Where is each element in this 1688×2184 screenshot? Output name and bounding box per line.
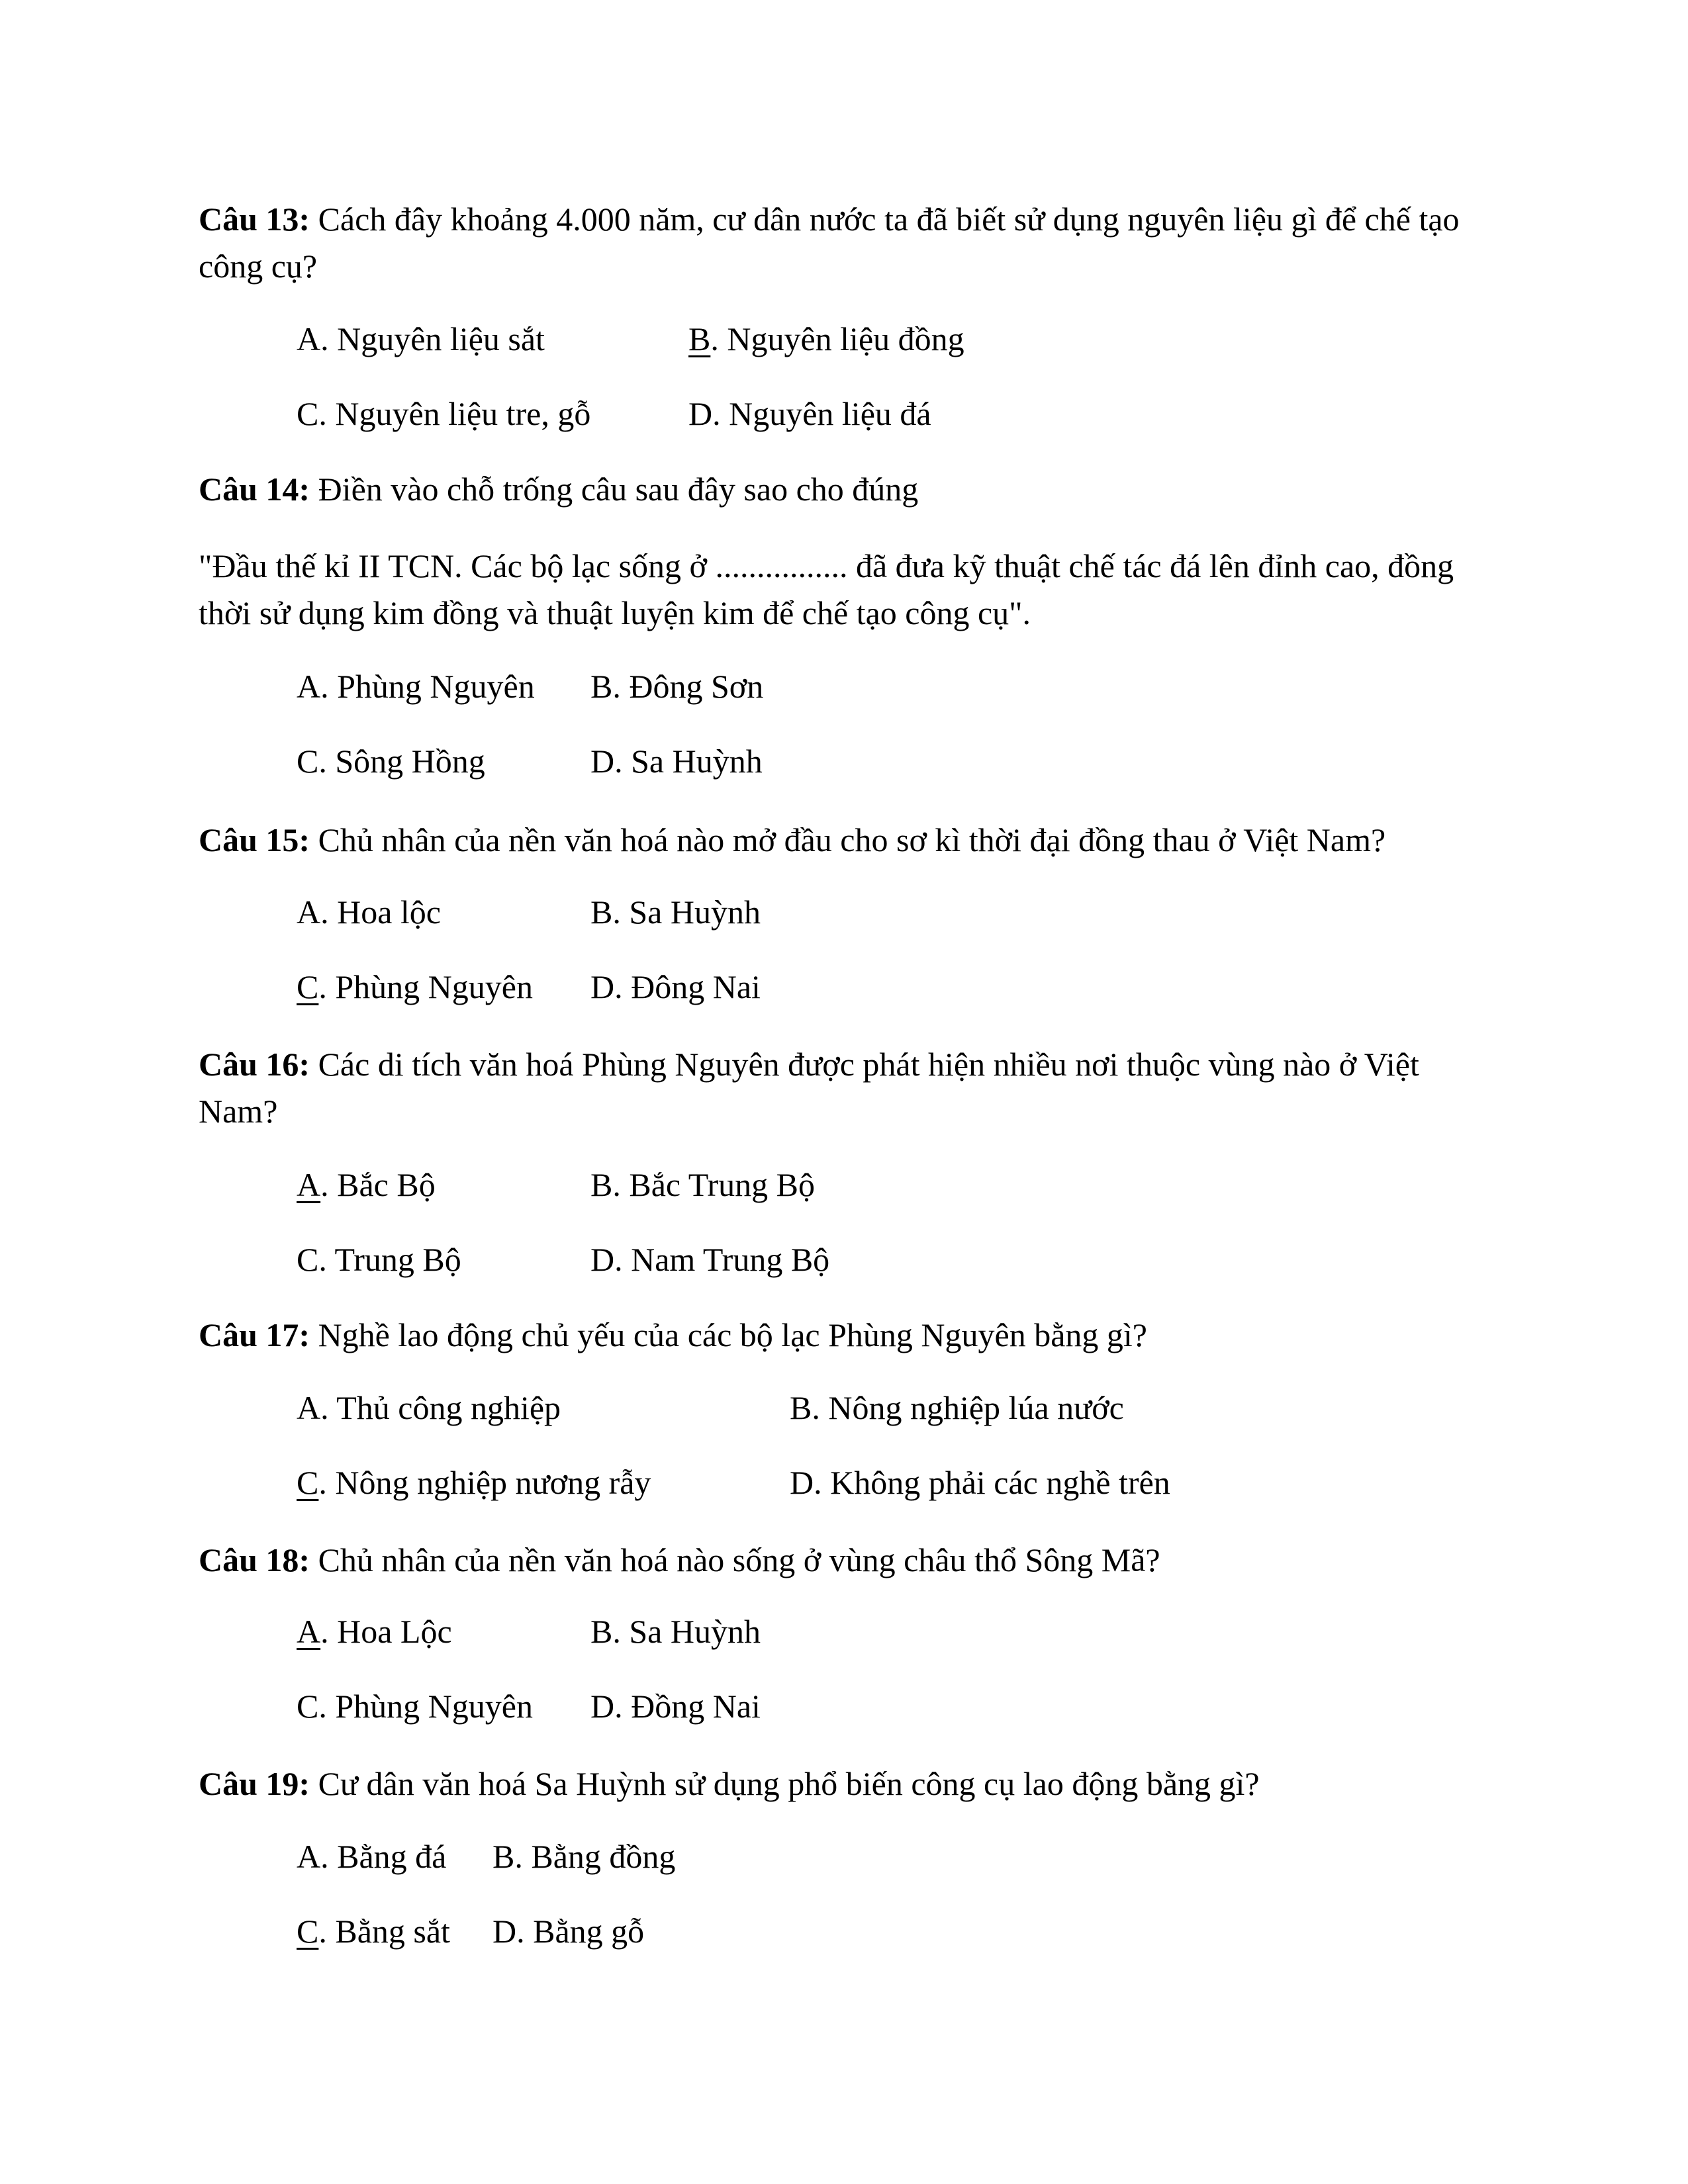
option-b: B. Bằng đồng [492,1838,676,1875]
question-label: Câu 14: [199,471,310,508]
option-d: D. Đồng Nai [590,1688,761,1725]
question-text: Cách đây khoảng 4.000 năm, cư dân nước ta đã biết sử dụng nguyên liệu gì để chế tạo công cụ? [199,201,1460,285]
question-label: Câu 19: [199,1765,310,1802]
question-label: Câu 17: [199,1316,310,1353]
question-quote: "Đầu thế kỉ II TCN. Các bộ lạc sống ở ................ đã đưa kỹ thuật chế tác đá lên đỉnh cao, đồng thời sử dụng kim đồng và thuật luyện kim để chế tạo công cụ". [199,547,1454,631]
option-d: D. Sa Huỳnh [590,743,763,780]
option-a: A. Hoa lộc [297,893,441,931]
option-b: B. Nông nghiệp lúa nước [790,1389,1124,1426]
option-d: D. Bằng gỗ [492,1913,645,1950]
option-c: C. Bằng sắt [297,1913,450,1950]
option-c: C. Phùng Nguyên [297,1688,533,1725]
question-text: Cư dân văn hoá Sa Huỳnh sử dụng phổ biến công cụ lao động bằng gì? [318,1765,1260,1802]
option-a: A. Bằng đá [297,1838,447,1875]
question-label: Câu 15: [199,821,310,858]
option-d: D. Nguyên liệu đá [688,395,931,432]
question-19 [199,1760,1496,1807]
question-text: Nghề lao động chủ yếu của các bộ lạc Phùng Nguyên bằng gì? [318,1316,1147,1353]
option-b: B. Đông Sơn [590,668,764,705]
option-d: D. Đông Nai [590,968,761,1005]
option-a: A. Hoa Lộc [297,1613,452,1650]
option-b: B. Sa Huỳnh [590,893,761,931]
option-d: D. Nam Trung Bộ [590,1241,830,1278]
question-13 [199,196,1496,290]
option-c: C. Trung Bộ [297,1241,461,1278]
question-17 [199,1312,1496,1359]
option-c: C. Nguyên liệu tre, gỗ [297,395,591,432]
question-text: Điền vào chỗ trống câu sau đây sao cho đúng [318,471,919,508]
option-c: C. Phùng Nguyên [297,968,533,1005]
option-b: B. Bắc Trung Bộ [590,1166,815,1203]
option-d: D. Không phải các nghề trên [790,1464,1170,1501]
option-c: C. Nông nghiệp nương rẫy [297,1464,651,1501]
option-b: B. Nguyên liệu đồng [688,320,964,357]
option-c: C. Sông Hồng [297,743,485,780]
question-text: Chủ nhân của nền văn hoá nào mở đầu cho sơ kì thời đại đồng thau ở Việt Nam? [318,821,1386,858]
option-b: B. Sa Huỳnh [590,1613,761,1650]
question-text: Chủ nhân của nền văn hoá nào sống ở vùng châu thổ Sông Mã? [318,1541,1160,1578]
option-a: A. Thủ công nghiệp [297,1389,561,1426]
option-a: A. Nguyên liệu sắt [297,320,545,357]
question-14 [199,466,1496,513]
question-text: Các di tích văn hoá Phùng Nguyên được phát hiện nhiều nơi thuộc vùng nào ở Việt Nam? [199,1046,1419,1130]
question-16 [199,1041,1496,1135]
question-label: Câu 13: [199,201,310,238]
question-label: Câu 16: [199,1046,310,1083]
question-15 [199,817,1496,864]
question-18 [199,1537,1496,1584]
question-label: Câu 18: [199,1541,310,1578]
option-a: A. Phùng Nguyên [297,668,535,705]
option-a: A. Bắc Bộ [297,1166,436,1203]
